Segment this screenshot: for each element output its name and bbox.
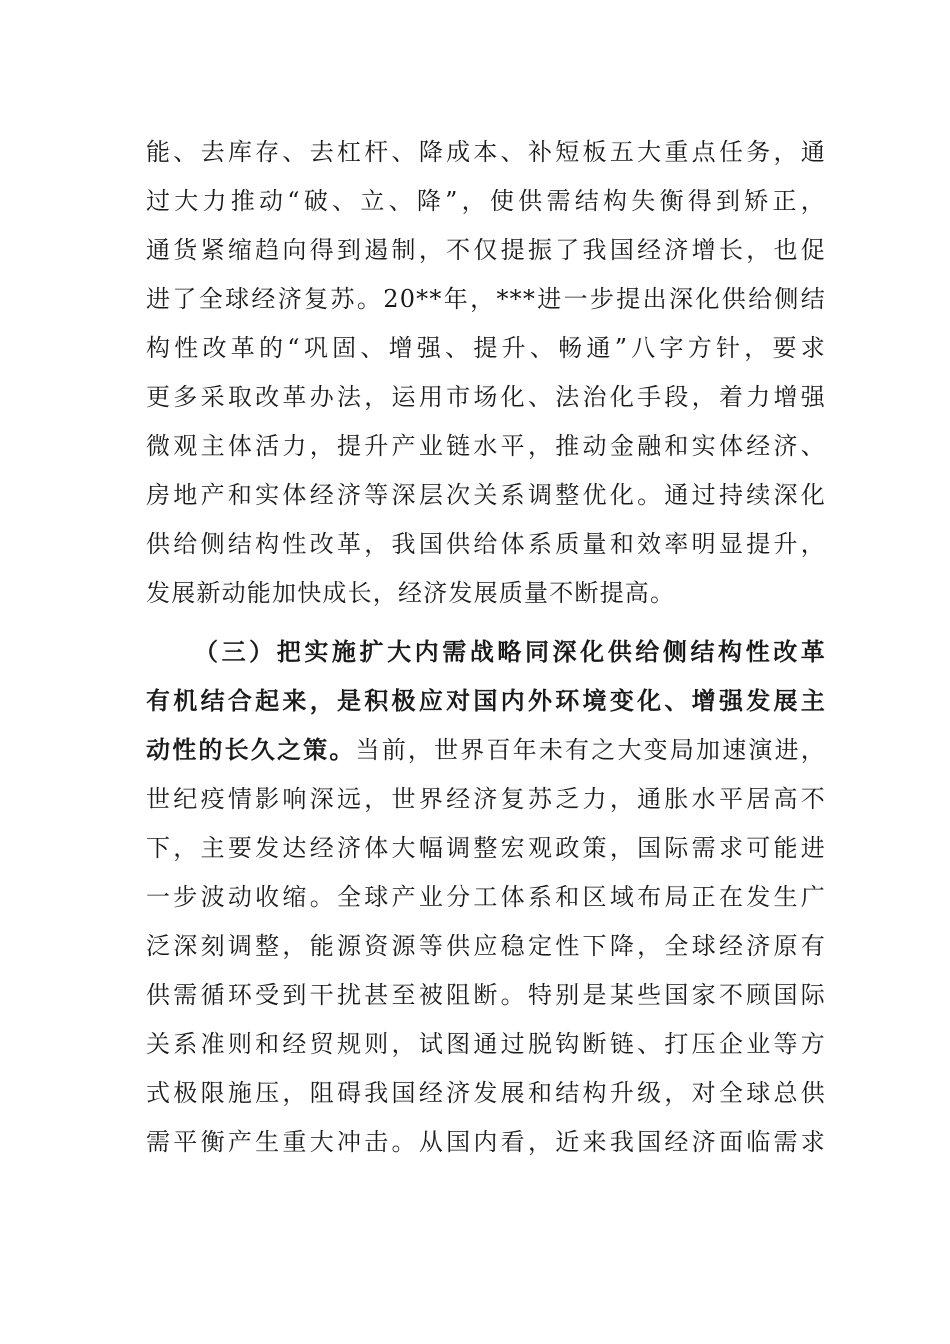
text-line: 能、去库存、去杠杆、降成本、补短板五大重点任务，通 <box>146 138 826 166</box>
text-line: 发展新动能加快成长，经济发展质量不断提高。 <box>146 579 676 607</box>
text-line: 供需循环受到干扰甚至被阻断。特别是某些国家不顾国际 <box>146 981 826 1009</box>
text-line: 过大力推动“破、立、降”，使供需结构失衡得到矫正， <box>146 187 826 215</box>
text-line: 下，主要发达经济体大幅调整宏观政策，国际需求可能进 <box>146 834 826 862</box>
text-line: 更多采取改革办法，运用市场化、法治化手段，着力增强 <box>146 383 826 411</box>
paragraph-gap <box>146 618 826 628</box>
text-line: 世纪疫情影响深远，世界经济复苏乏力，通胀水平居高不 <box>146 785 826 813</box>
paragraph-section-three <box>146 628 826 1167</box>
text-line: 式极限施压，阻碍我国经济发展和结构升级，对全球总供 <box>146 1079 826 1107</box>
text-line: 进了全球经济复苏。20**年，***进一步提出深化供给侧结 <box>146 285 826 313</box>
text-line: 关系准则和经贸规则，试图通过脱钩断链、打压企业等方 <box>146 1030 826 1058</box>
text-line: 微观主体活力，提升产业链水平，推动金融和实体经济、 <box>146 432 826 460</box>
section-heading-end: 动性的长久之策。 <box>146 736 356 764</box>
text-line: 房地产和实体经济等深层次关系调整优化。通过持续深化 <box>146 481 826 509</box>
paragraph-supply-side-reform <box>146 128 826 618</box>
text-line: 泛深刻调整，能源资源等供应稳定性下降，全球经济原有 <box>146 932 826 960</box>
text-line: 需平衡产生重大冲击。从国内看，近来我国经济面临需求 <box>146 1128 826 1156</box>
text-line: 供给侧结构性改革，我国供给体系质量和效率明显提升， <box>146 530 826 558</box>
text-line: 通货紧缩趋向得到遏制，不仅提振了我国经济增长，也促 <box>146 236 826 264</box>
section-heading-line: 有机结合起来，是积极应对国内外环境变化、增强发展主 <box>146 687 826 715</box>
text-line: 一步波动收缩。全球产业分工体系和区域布局正在发生广 <box>146 883 826 911</box>
body-text-start: 当前，世界百年未有之大变局加速演进， <box>355 736 826 764</box>
document-body <box>146 128 826 1167</box>
mixed-text-line <box>146 726 826 775</box>
text-line: 构性改革的“巩固、增强、提升、畅通”八字方针，要求 <box>146 334 826 362</box>
section-heading-line: （三）把实施扩大内需战略同深化供给侧结构性改革 <box>194 638 826 666</box>
